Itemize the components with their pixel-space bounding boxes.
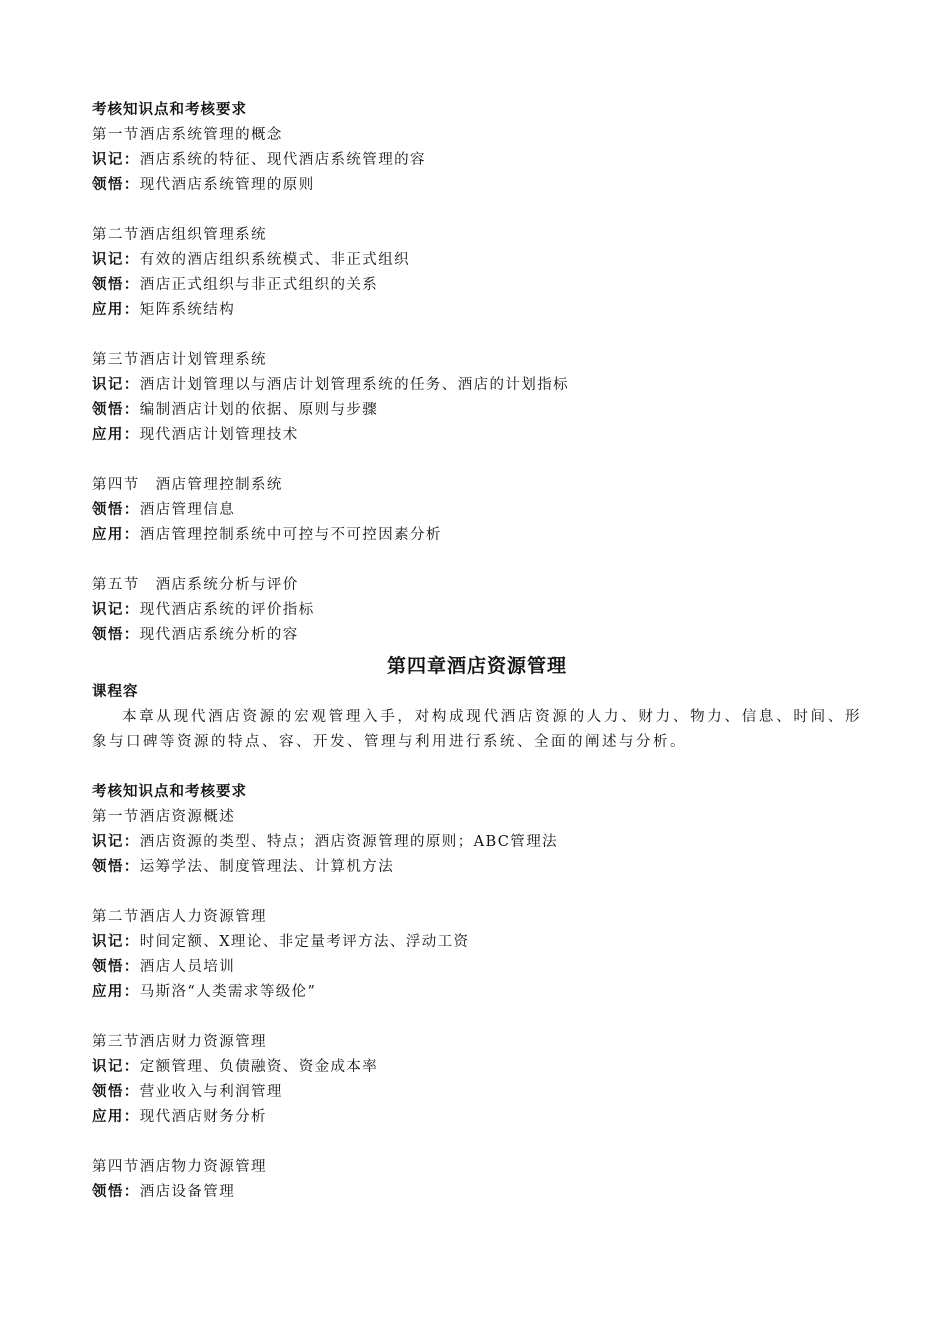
item-text: 有效的酒店组织系统模式、非正式组织 [139,252,411,268]
item-label: 应用： [92,427,140,443]
ch4-section-3 [92,1030,862,1130]
section-item [92,273,862,298]
item-label: 识记： [92,252,140,268]
item-text: 运筹学法、制度管理法、计算机方法 [139,859,395,875]
section-item [92,930,862,955]
item-label: 领悟： [92,627,140,643]
section-item [92,1180,862,1205]
course-paragraph: 本章从现代酒店资源的宏观管理入手，对构成现代酒店资源的人力、财力、物力、信息、时间、形象与口碑等资源的特点、容、开发、管理与利用进行系统、全面的阐述与分析。 [92,709,862,750]
item-label: 领悟： [92,859,140,875]
item-text: 现代酒店系统分析的容 [139,627,299,643]
item-text: 营业收入与利润管理 [139,1084,283,1100]
section-item [92,623,862,648]
section-title: 第四节 酒店管理控制系统 [92,477,283,493]
item-text: 编制酒店计划的依据、原则与步骤 [139,402,379,418]
item-text: 酒店设备管理 [139,1184,236,1200]
section-item [92,498,862,523]
section-item [92,1105,862,1130]
section-item [92,373,862,398]
item-label: 识记： [92,834,140,850]
section-title: 第四节酒店物力资源管理 [92,1159,267,1175]
item-label: 领悟： [92,177,140,193]
ch4-section-4 [92,1155,862,1205]
item-text: 现代酒店财务分析 [139,1109,267,1125]
section-item [92,173,862,198]
section-item [92,423,862,448]
item-text: 酒店系统的特征、现代酒店系统管理的容 [139,152,426,168]
item-label: 领悟： [92,277,140,293]
section-title: 第五节 酒店系统分析与评价 [92,577,299,593]
item-label: 领悟： [92,502,140,518]
section-title: 第一节酒店资源概述 [92,809,236,825]
chapter-title: 第四章酒店资源管理 [386,655,567,677]
ch4-section-1 [92,805,862,880]
section-item [92,598,862,623]
item-label: 应用： [92,1109,140,1125]
course-heading: 课程容 [92,684,139,700]
item-label: 识记： [92,377,140,393]
section-item [92,523,862,548]
section-item [92,248,862,273]
item-label: 领悟： [92,1084,140,1100]
item-text: 现代酒店计划管理技术 [139,427,299,443]
section-item [92,855,862,880]
section-item [92,980,862,1005]
item-text: 酒店计划管理以与酒店计划管理系统的任务、酒店的计划指标 [139,377,570,393]
section-item [92,148,862,173]
item-label: 应用： [92,302,140,318]
item-text: 马斯洛“人类需求等级伦” [139,984,317,1000]
item-text: 酒店管理信息 [139,502,236,518]
item-text: 时间定额、X理论、非定量考评方法、浮动工资 [139,934,470,950]
assess-heading-ch3: 考核知识点和考核要求 [92,102,247,118]
item-text: 现代酒店系统管理的原则 [139,177,315,193]
ch3-section-4 [92,473,862,548]
item-label: 识记： [92,602,140,618]
item-label: 应用： [92,984,140,1000]
item-text: 酒店管理控制系统中可控与不可控因素分析 [139,527,442,543]
item-text: 酒店资源的类型、特点；酒店资源管理的原则；ABC管理法 [139,834,558,850]
ch4-section-2 [92,905,862,1005]
ch3-section-1 [92,123,862,198]
ch3-section-5 [92,573,862,648]
ch3-section-2 [92,223,862,323]
item-text: 酒店人员培训 [139,959,236,975]
section-title: 第二节酒店组织管理系统 [92,227,267,243]
section-item [92,1080,862,1105]
assess-heading-ch4: 考核知识点和考核要求 [92,784,247,800]
item-label: 领悟： [92,402,140,418]
item-text: 现代酒店系统的评价指标 [139,602,315,618]
section-item [92,1055,862,1080]
item-label: 应用： [92,527,140,543]
section-title: 第二节酒店人力资源管理 [92,909,267,925]
section-item [92,398,862,423]
section-title: 第一节酒店系统管理的概念 [92,127,283,143]
section-item [92,830,862,855]
item-label: 识记： [92,934,140,950]
item-label: 识记： [92,1059,140,1075]
section-item [92,955,862,980]
item-text: 矩阵系统结构 [139,302,236,318]
item-text: 定额管理、负债融资、资金成本率 [139,1059,379,1075]
section-item [92,298,862,323]
item-label: 领悟： [92,959,140,975]
document-page [92,98,862,1205]
ch3-section-3 [92,348,862,448]
item-label: 识记： [92,152,140,168]
item-label: 领悟： [92,1184,140,1200]
section-title: 第三节酒店计划管理系统 [92,352,267,368]
item-text: 酒店正式组织与非正式组织的关系 [139,277,379,293]
section-title: 第三节酒店财力资源管理 [92,1034,267,1050]
